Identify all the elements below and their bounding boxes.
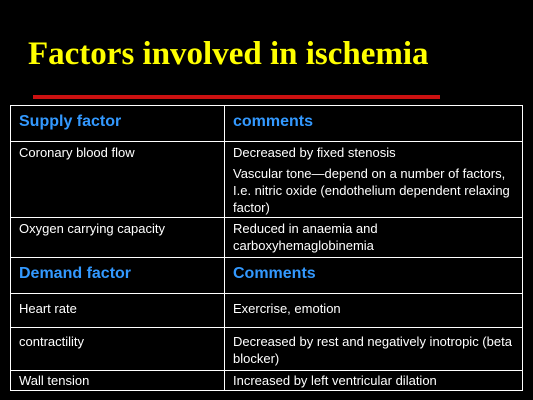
demand-header-row (11, 258, 523, 294)
comment-cell (225, 218, 523, 258)
comment-line: Decreased by fixed stenosis (233, 145, 396, 160)
slide-title: Factors involved in ischemia (28, 36, 429, 72)
factor-cell: Heart rate (11, 294, 225, 328)
supply-header-row (11, 106, 523, 142)
factor-cell: Coronary blood flow (11, 142, 225, 218)
comment-cell (225, 328, 523, 371)
comment-line: Exercrise, emotion (233, 301, 341, 316)
factor-cell: Oxygen carrying capacity (11, 218, 225, 258)
comment-cell (225, 371, 523, 391)
demand-comments-header: Comments (225, 258, 523, 294)
table-row (11, 294, 523, 328)
supply-comments-header: comments (225, 106, 523, 142)
comment-line: Increased by left ventricular dilation (233, 373, 437, 388)
comment-line: Reduced in anaemia and carboxyhemaglobinemia (233, 221, 378, 253)
supply-factor-header: Supply factor (11, 106, 225, 142)
comment-cell (225, 142, 523, 218)
ischemia-factors-table (10, 105, 523, 391)
comment-cell (225, 294, 523, 328)
table-row (11, 218, 523, 258)
factor-cell: contractility (11, 328, 225, 371)
table-row (11, 328, 523, 371)
table-row (11, 371, 523, 391)
table-row (11, 142, 523, 218)
comment-line: Decreased by rest and negatively inotropic (beta blocker) (233, 334, 512, 366)
factor-cell: Wall tension (11, 371, 225, 391)
demand-factor-header: Demand factor (11, 258, 225, 294)
title-underline (33, 95, 440, 99)
comment-line: Vascular tone—depend on a number of factors, I.e. nitric oxide (endothelium dependent relaxing factor) (233, 166, 510, 215)
